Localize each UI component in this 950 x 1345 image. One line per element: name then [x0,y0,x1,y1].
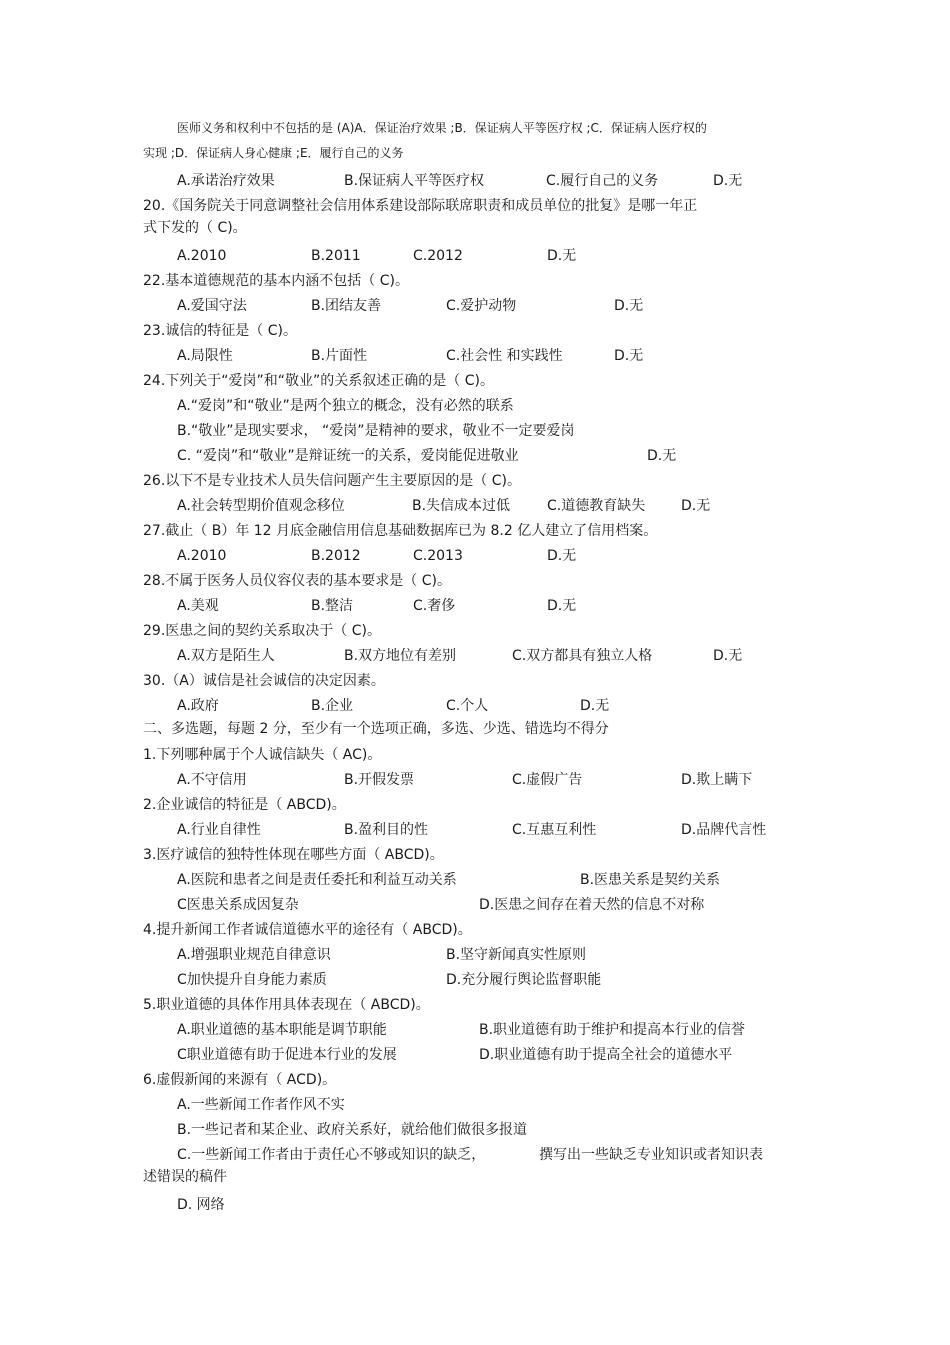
text-segment: 27.截止（ B）年 12 月底金融信用信息基础数据库已为 8.2 亿人建立了信用档案。 [143,523,658,539]
text-segment: B.失信成本过低 [412,498,511,514]
text-line [0,1070,950,1090]
text-line [0,521,950,541]
text-line [0,1045,950,1065]
text-line [0,1020,950,1040]
text-segment: C.履行自己的义务 [546,173,659,189]
text-line [0,945,950,965]
text-segment: 22.基本道德规范的基本内涵不包括（ C)。 [143,273,409,289]
text-segment: 26.以下不是专业技术人员失信问题产生主要原因的是（ C)。 [143,473,521,489]
text-line [0,671,950,691]
text-segment: A.承诺治疗效果 [177,173,275,189]
text-segment: B.坚守新闻真实性原则 [446,947,587,963]
text-segment: D.无 [713,173,743,189]
text-segment: D.职业道德有助于提高全社会的道德水平 [479,1047,733,1063]
text-segment: C.互惠互利性 [512,822,597,838]
text-line [0,143,950,163]
text-segment: C.2012 [413,248,463,264]
text-line [0,596,950,616]
text-segment: 3.医疗诚信的独特性体现在哪些方面（ ABCD)。 [143,847,444,863]
text-line [0,346,950,366]
text-segment: B.盈利目的性 [344,822,429,838]
text-segment: 2.企业诚信的特征是（ ABCD)。 [143,797,346,813]
text-segment: D.无 [547,548,577,564]
text-line [0,795,950,815]
text-segment: A.美观 [177,598,219,614]
text-segment: C职业道德有助于促进本行业的发展 [177,1047,397,1063]
text-segment: A.2010 [177,548,227,564]
text-segment: D.医患之间存在着天然的信息不对称 [479,897,705,913]
text-line [0,421,950,441]
text-segment: C.社会性 和实践性 [446,348,563,364]
text-line [0,745,950,765]
text-segment: B.2012 [311,548,361,564]
text-segment: B.双方地位有差别 [344,648,457,664]
text-line [0,719,950,739]
text-segment: D.欺上瞒下 [681,772,753,788]
text-line [0,1095,950,1115]
text-segment: B.开假发票 [344,772,415,788]
text-segment: A.2010 [177,248,227,264]
text-line [0,218,950,238]
text-segment: C.2013 [413,548,463,564]
text-segment: 述错误的稿件 [143,1169,227,1185]
text-line [0,196,950,216]
text-line [0,696,950,716]
text-segment: B.整洁 [311,598,354,614]
text-segment: D.无 [614,348,644,364]
text-segment: B.团结友善 [311,298,382,314]
text-line [0,1145,950,1165]
text-segment: 实现 ;D．保证病人身心健康 ;E．履行自己的义务 [143,146,404,160]
text-segment: C.个人 [446,698,489,714]
text-line [0,271,950,291]
text-segment: D.充分履行舆论监督职能 [446,972,602,988]
text-line [0,118,950,138]
text-segment: B.医患关系是契约关系 [580,872,721,888]
text-line [0,471,950,491]
text-segment: A.“爱岗”和“敬业”是两个独立的概念，没有必然的联系 [177,398,514,414]
text-segment: 24.下列关于“爱岗”和“敬业”的关系叙述正确的是（ C)。 [143,373,494,389]
text-line [0,995,950,1015]
text-line [0,1120,950,1140]
text-line [0,496,950,516]
text-line [0,171,950,191]
text-segment: D.无 [547,598,577,614]
text-segment: C.奢侈 [413,598,456,614]
text-segment: C加快提升自身能力素质 [177,972,327,988]
text-segment: A.行业自律性 [177,822,261,838]
text-segment: 30.（A）诚信是社会诚信的决定因素。 [143,673,385,689]
text-segment: A.不守信用 [177,772,247,788]
text-line [0,321,950,341]
text-segment: A.医院和患者之间是责任委托和利益互动关系 [177,872,457,888]
text-segment: C.虚假广告 [512,772,583,788]
text-line [0,571,950,591]
text-segment: B.“敬业”是现实要求， “爱岗”是精神的要求，敬业不一定要爱岗 [177,423,575,439]
text-segment: D.品牌代言性 [681,822,767,838]
text-segment: A.增强职业规范自律意识 [177,947,331,963]
text-segment: B.企业 [311,698,354,714]
text-segment: 23.诚信的特征是（ C)。 [143,323,297,339]
text-segment: A.社会转型期价值观念移位 [177,498,345,514]
text-line [0,396,950,416]
text-segment: D.无 [614,298,644,314]
text-line [0,870,950,890]
text-line [0,820,950,840]
text-segment: 5.职业道德的具体作用具体表现在（ ABCD)。 [143,997,430,1013]
text-line [0,1195,950,1215]
text-segment: B.片面性 [311,348,368,364]
text-segment: A.双方是陌生人 [177,648,275,664]
text-segment: A.爱国守法 [177,298,247,314]
text-line [0,646,950,666]
text-segment: C.双方都具有独立人格 [512,648,653,664]
text-segment: 28.不属于医务人员仪容仪表的基本要求是（ C)。 [143,573,451,589]
text-segment: C医患关系成因复杂 [177,897,299,913]
text-segment: D.无 [713,648,743,664]
text-segment: D.无 [580,698,610,714]
text-line [0,621,950,641]
text-line [0,770,950,790]
text-line [0,845,950,865]
text-segment: 二、多选题，每题 2 分，至少有一个选项正确，多选、少选、错选均不得分 [143,721,609,737]
text-segment: 1.下列哪种属于个人诚信缺失（ AC)。 [143,747,382,763]
text-segment: A.职业道德的基本职能是调节职能 [177,1022,387,1038]
text-segment: A.一些新闻工作者作风不实 [177,1097,345,1113]
text-segment: D.无 [681,498,711,514]
text-segment: D.无 [647,448,677,464]
text-segment: 4.提升新闻工作者诚信道德水平的途径有（ ABCD)。 [143,922,472,938]
text-line [0,371,950,391]
text-segment: B.2011 [311,248,361,264]
text-segment: C.爱护动物 [446,298,517,314]
text-segment: 20.《国务院关于同意调整社会信用体系建设部际联席职责和成员单位的批复》是哪一年正 [143,198,698,214]
text-segment: A.政府 [177,698,219,714]
text-line [0,920,950,940]
text-line [0,246,950,266]
text-segment: D.无 [547,248,577,264]
text-line [0,895,950,915]
text-segment: 撰写出一些缺乏专业知识或者知识表 [539,1147,763,1163]
text-segment: 6.虚假新闻的来源有（ ACD)。 [143,1072,337,1088]
text-segment: 医师义务和权利中不包括的是 (A)A．保证治疗效果 ;B．保证病人平等医疗权 ;C．保证病人医疗权的 [177,121,707,135]
text-segment: C.道德教育缺失 [547,498,646,514]
text-segment: A.局限性 [177,348,233,364]
text-line [0,296,950,316]
text-segment: C. “爱岗”和“敬业”是辩证统一的关系，爱岗能促进敬业 [177,448,519,464]
text-segment: B.保证病人平等医疗权 [344,173,485,189]
text-line [0,446,950,466]
text-line [0,970,950,990]
text-segment: B.职业道德有助于维护和提高本行业的信誉 [479,1022,746,1038]
text-line [0,546,950,566]
text-segment: B.一些记者和某企业、政府关系好，就给他们做很多报道 [177,1122,528,1138]
text-line [0,1167,950,1187]
text-segment: 式下发的（ C)。 [143,220,247,236]
text-segment: 29.医患之间的契约关系取决于（ C)。 [143,623,381,639]
text-segment: D. 网络 [177,1197,225,1213]
text-segment: C.一些新闻工作者由于责任心不够或知识的缺乏， [177,1147,486,1163]
